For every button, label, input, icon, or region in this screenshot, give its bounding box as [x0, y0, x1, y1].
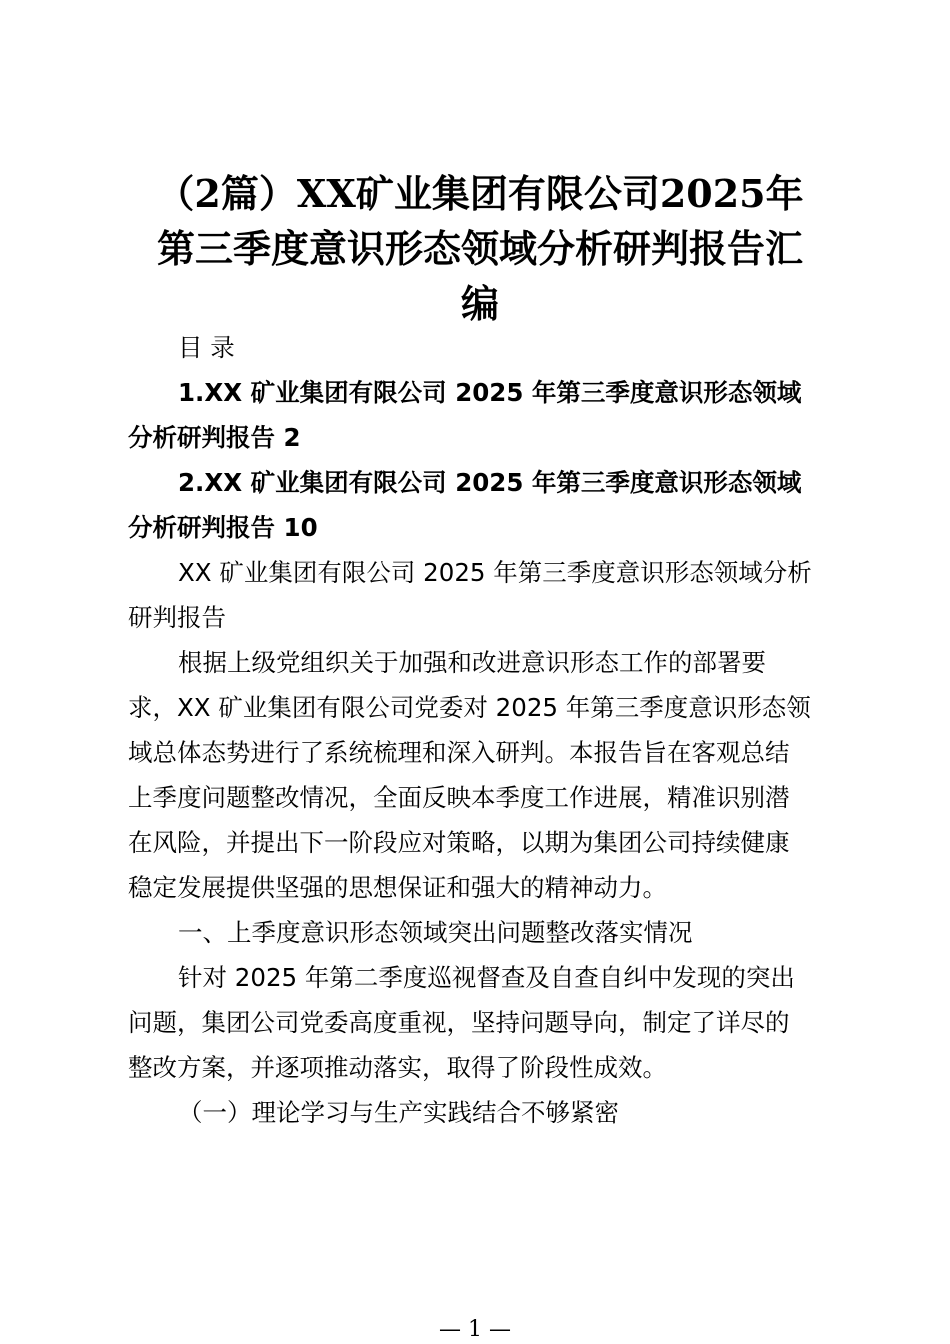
page-number: — 1 — [439, 1317, 511, 1342]
toc-item-2[interactable] [128, 460, 834, 550]
section-1-heading: 一、上季度意识形态领域突出问题整改落实情况 [178, 918, 693, 947]
toc-heading: 目 录 [178, 333, 235, 362]
toc-item-1-line-2: 分析研判报告 2 [128, 423, 301, 452]
intro-line-1: 根据上级党组织关于加强和改进意识形态工作的部署要 [178, 648, 766, 677]
intro-line-4: 上季度问题整改情况，全面反映本季度工作进展，精准识别潜 [128, 783, 790, 812]
report-title-line-1: XX 矿业集团有限公司 2025 年第三季度意识形态领域分析 [178, 558, 812, 587]
section-1-line-2: 问题，集团公司党委高度重视，坚持问题导向，制定了详尽的 [128, 1008, 790, 1037]
section-1-paragraph [128, 955, 834, 1090]
intro-line-6: 稳定发展提供坚强的思想保证和强大的精神动力。 [128, 873, 667, 902]
report-title [128, 550, 834, 640]
title-line-3: 编 [460, 281, 499, 326]
intro-line-2: 求，XX 矿业集团有限公司党委对 2025 年第三季度意识形态领 [128, 693, 811, 722]
intro-line-3: 域总体态势进行了系统梳理和深入研判。本报告旨在客观总结 [128, 738, 790, 767]
toc-item-2-line-2: 分析研判报告 10 [128, 513, 318, 542]
intro-line-5: 在风险，并提出下一阶段应对策略，以期为集团公司持续健康 [128, 828, 790, 857]
document-title [100, 166, 860, 331]
report-title-line-2: 研判报告 [128, 603, 226, 632]
toc-item-1[interactable] [128, 370, 834, 460]
document-body [128, 325, 834, 1135]
intro-paragraph [128, 640, 834, 910]
section-1-line-3: 整改方案，并逐项推动落实，取得了阶段性成效。 [128, 1053, 667, 1082]
title-line-1: （2篇）XX矿业集团有限公司2025年 [156, 171, 804, 216]
toc-item-2-line-1: 2.XX 矿业集团有限公司 2025 年第三季度意识形态领域 [178, 468, 802, 497]
subsection-1-heading: （一）理论学习与生产实践结合不够紧密 [178, 1098, 619, 1127]
title-line-2: 第三季度意识形态领域分析研判报告汇 [156, 226, 803, 271]
toc-item-1-line-1: 1.XX 矿业集团有限公司 2025 年第三季度意识形态领域 [178, 378, 802, 407]
section-1-line-1: 针对 2025 年第二季度巡视督查及自查自纠中发现的突出 [178, 963, 795, 992]
